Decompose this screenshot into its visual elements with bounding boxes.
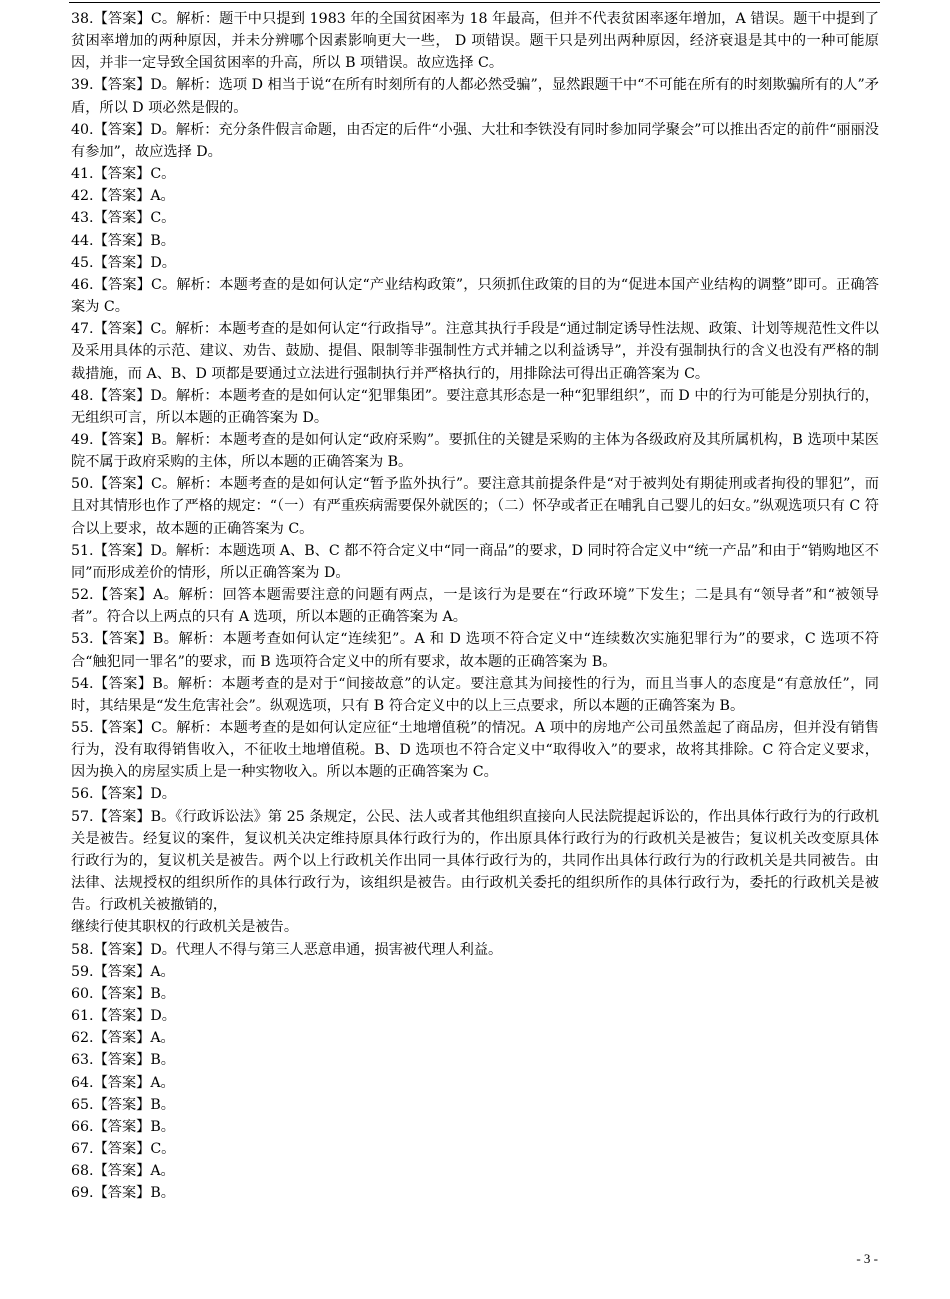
answer-64: 64.【答案】A。	[71, 1074, 175, 1091]
top-rule	[69, 2, 880, 3]
answer-61: 61.【答案】D。	[71, 1008, 176, 1025]
answer-40: 40.【答案】D。解析：充分条件假言命题，由否定的后件“小强、大壮和李铁没有同时参加同学聚会”可以推出否定的前件“丽丽没有参加”，故应选择 D。	[71, 121, 879, 160]
answer-46: 46.【答案】C。解析：本题考查的是如何认定“产业结构政策”，只须抓住政策的目的为“促进本国产业结构的调整”即可。正确答案为 C。	[71, 276, 879, 316]
answer-48: 48.【答案】D。解析：本题考查的是如何认定“犯罪集团”。要注意其形态是一种“犯罪组织”，而 D 中的行为可能是分别执行的，无组织可言，所以本题的正确答案为 D。	[71, 387, 879, 426]
answer-55: 55.【答案】C。解析：本题考查的是如何认定应征“土地增值税”的情况。A 项中的房地产公司虽然盖起了商品房，但并没有销售行为，没有取得销售收入，不征收土地增值税。B、D 选项也不符合定义中“取得收入”的要求，故将其排除。C 符合定义要求，因为换入的房屋实质上是一种实物收入。所以本题的正确答案为 C。	[71, 720, 879, 781]
answer-38: 38.【答案】C。解析：题干中只提到 1983 年的全国贫困率为 18 年最高，但并不代表贫困率逐年增加，A 错误。题干中提到了贫困率增加的两种原因，并未分辨哪个因素影响更大一些， D 项错误。题干只是列出两种原因，经济衰退是其中的一种可能原因，并非一定导致全国贫困率的升高，所以 B 项错误。故应选择 C。	[71, 11, 879, 72]
answer-43: 43.【答案】C。	[71, 210, 176, 227]
answer-67: 67.【答案】C。	[71, 1140, 176, 1157]
answer-57: 57.【答案】B。《行政诉讼法》第 25 条规定，公民、法人或者其他组织直接向人民法院提起诉讼的，作出具体行政行为的行政机关是被告。经复议的案件，复议机关决定维持原具体行政行为的，作出原具体行政行为的行政机关是被告；复议机关改变原具体行政行为的，复议机关是被告。两个以上行政机关作出同一具体行政行为的，共同作出具体行政行为的行政机关是共同被告。由法律、法规授权的组织所作的具体行政行为，该组织是被告。由行政机关委托的组织所作的具体行政行为，委托的行政机关是被告。行政机关被撤销的，	[71, 808, 879, 914]
answer-68: 68.【答案】A。	[71, 1163, 175, 1180]
answer-42: 42.【答案】A。	[71, 188, 175, 205]
page-number: - 3 -	[856, 1251, 878, 1266]
answer-50: 50.【答案】C。解析：本题考查的是如何认定“暂予监外执行”。要注意其前提条件是“对于被判处有期徒刑或者拘役的罪犯”，而且对其情形也作了严格的规定：“（一）有严重疾病需要保外就医的；（二）怀孕或者正在哺乳自己婴儿的妇女。”纵观选项只有 C 符合以上要求，故本题的正确答案为 C。	[71, 476, 879, 537]
answer-53: 53.【答案】B。解析：本题考查如何认定“连续犯”。A 和 D 选项不符合定义中“连续数次实施犯罪行为”的要求，C 选项不符合“触犯同一罪名”的要求，而 B 选项符合定义中的所有要求，故本题的正确答案为 B。	[71, 631, 879, 670]
answer-54: 54.【答案】B。解析：本题考查的是对于“间接故意”的认定。要注意其为间接性的行为，而且当事人的态度是“有意放任”，同时，其结果是“发生危害社会”。纵观选项，只有 B 符合定义中的以上三点要求，所以本题的正确答案为 B。	[71, 675, 879, 714]
answer-66: 66.【答案】B。	[71, 1118, 175, 1135]
answer-65: 65.【答案】B。	[71, 1096, 175, 1113]
answer-58: 58.【答案】D。代理人不得与第三人恶意串通，损害被代理人利益。	[71, 941, 503, 958]
answer-list	[71, 8, 879, 1204]
answer-60: 60.【答案】B。	[71, 985, 175, 1002]
answer-69: 69.【答案】B。	[71, 1185, 175, 1202]
answer-39: 39.【答案】D。解析：选项 D 相当于说“在所有时刻所有的人都必然受骗”，显然跟题干中“不可能在所有的时刻欺骗所有的人”矛盾，所以 D 项必然是假的。	[71, 77, 879, 116]
answer-49: 49.【答案】B。解析：本题考查的是如何认定“政府采购”。要抓住的关键是采购的主体为各级政府及其所属机构，B 选项中某医院不属于政府采购的主体，所以本题的正确答案为 B。	[71, 431, 879, 471]
answer-57-continued: 继续行使其职权的行政机关是被告。	[71, 919, 299, 936]
answer-56: 56.【答案】D。	[71, 786, 176, 803]
answer-59: 59.【答案】A。	[71, 963, 175, 980]
answer-63: 63.【答案】B。	[71, 1052, 175, 1069]
answer-62: 62.【答案】A。	[71, 1030, 175, 1047]
answer-52: 52.【答案】A。解析：回答本题需要注意的问题有两点，一是该行为是要在“行政环境”下发生；二是具有“领导者”和“被领导者”。符合以上两点的只有 A 选项，所以本题的正确答案为 A。	[71, 587, 879, 626]
answer-44: 44.【答案】B。	[71, 232, 175, 249]
answer-51: 51.【答案】D。解析：本题选项 A、B、C 都不符合定义中“同一商品”的要求，D 同时符合定义中“统一产品”和由于“销购地区不同”而形成差价的情形，所以正确答案为 D。	[71, 542, 879, 581]
answer-45: 45.【答案】D。	[71, 254, 176, 271]
answer-47: 47.【答案】C。解析：本题考查的是如何认定“行政指导”。注意其执行手段是“通过制定诱导性法规、政策、计划等规范性文件以及采用具体的示范、建议、劝告、鼓励、提倡、限制等非强制性方式并辅之以利益诱导”，并没有强制执行的含义也没有严格的制裁措施，而 A、B、D 项都是要通过立法进行强制执行并严格执行的，用排除法可得出正确答案为 C。	[71, 321, 879, 382]
answer-41: 41.【答案】C。	[71, 166, 176, 183]
